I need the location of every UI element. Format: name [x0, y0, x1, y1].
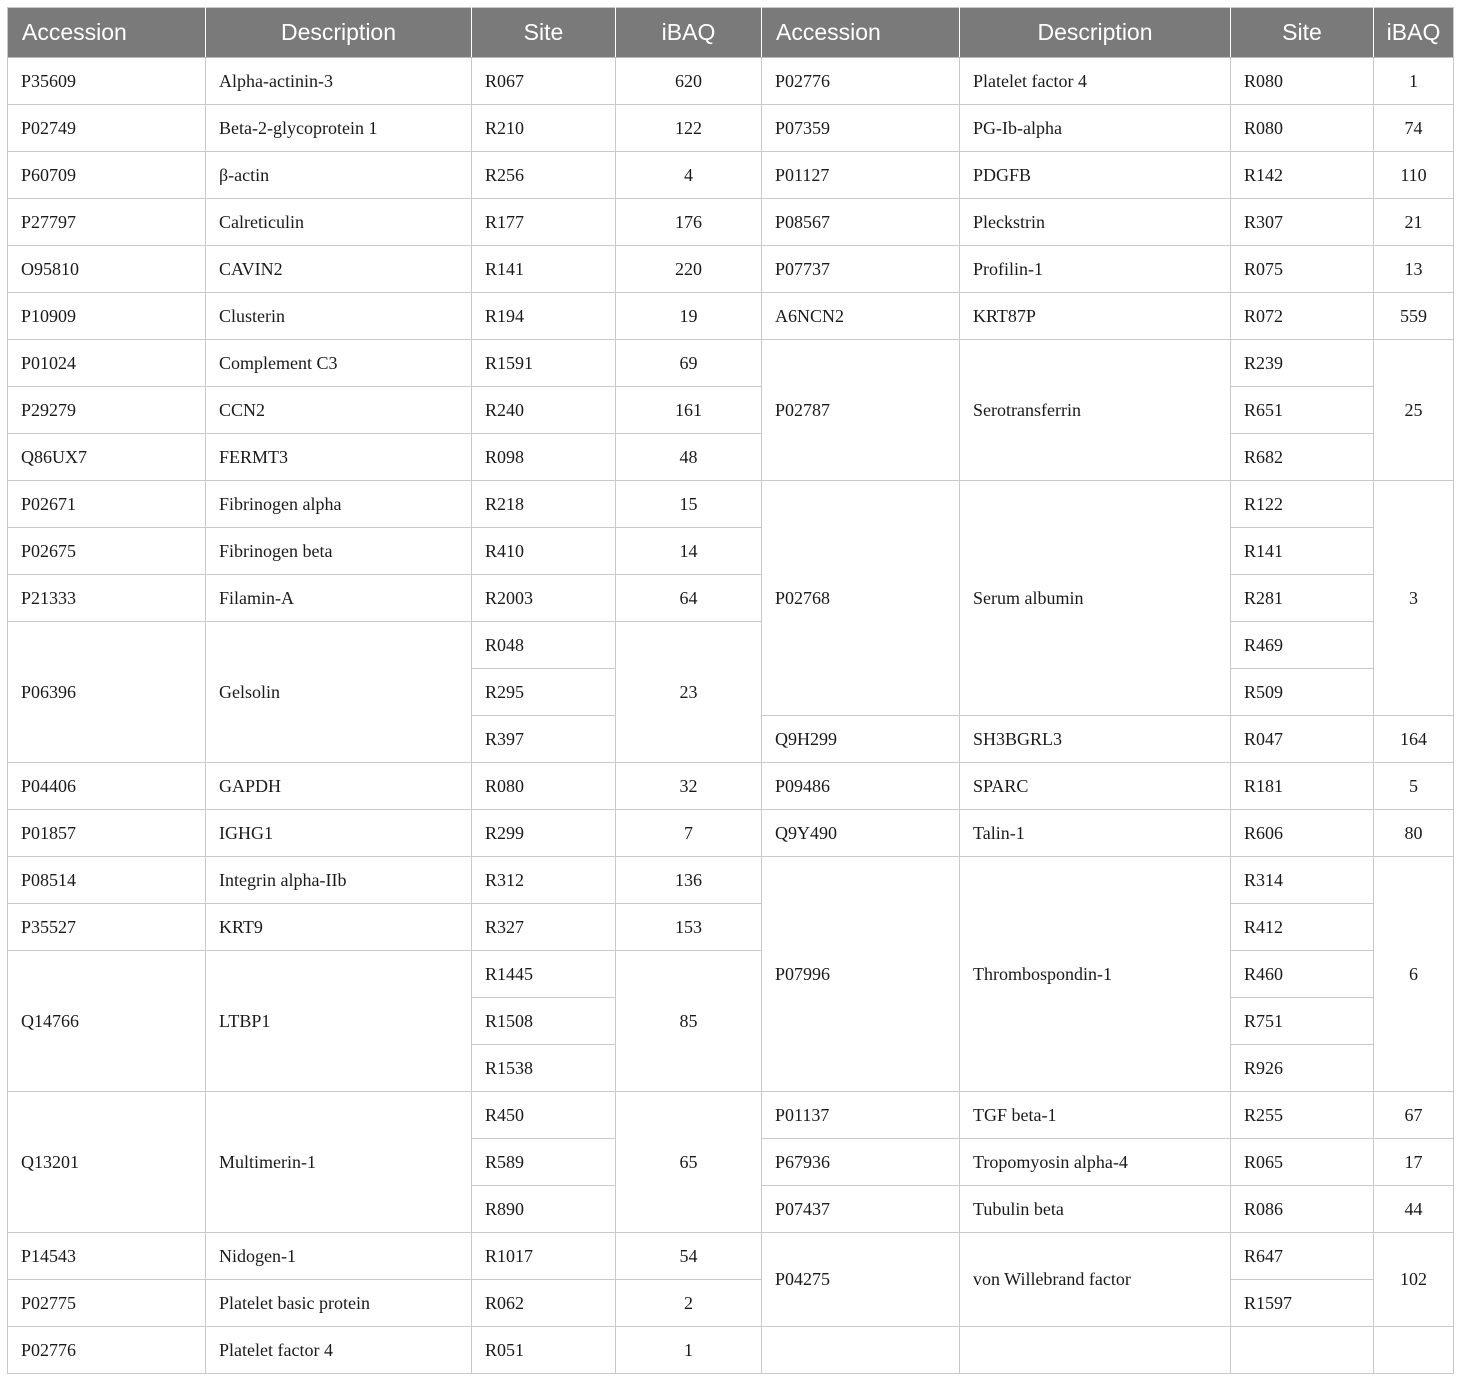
accession-cell: P14543	[8, 1233, 206, 1280]
ibaq-cell: 1	[616, 1327, 762, 1374]
ibaq-cell: 620	[616, 58, 762, 105]
site-cell: R2003	[472, 575, 616, 622]
site-cell: R450	[472, 1092, 616, 1139]
table-row	[8, 340, 1454, 387]
table-row	[8, 387, 1454, 434]
protein-site-table	[7, 7, 1454, 1374]
ibaq-cell: 14	[616, 528, 762, 575]
site-cell: R410	[472, 528, 616, 575]
accession-cell: P01137	[762, 1092, 960, 1139]
site-cell: R256	[472, 152, 616, 199]
ibaq-cell: 13	[1374, 246, 1454, 293]
header-description-2: Description	[960, 8, 1231, 58]
ibaq-cell: 69	[616, 340, 762, 387]
accession-cell: P07437	[762, 1186, 960, 1233]
accession-cell: P04406	[8, 763, 206, 810]
description-cell: Profilin-1	[960, 246, 1231, 293]
site-cell: R181	[1231, 763, 1374, 810]
ibaq-cell: 161	[616, 387, 762, 434]
description-cell: IGHG1	[206, 810, 472, 857]
table-row	[8, 1092, 1454, 1139]
description-cell: Clusterin	[206, 293, 472, 340]
accession-cell: P04275	[762, 1233, 960, 1327]
empty-accession-cell	[762, 1327, 960, 1374]
accession-cell: P02776	[8, 1327, 206, 1374]
ibaq-cell: 15	[616, 481, 762, 528]
table-row	[8, 58, 1454, 105]
site-cell: R751	[1231, 998, 1374, 1045]
header-site-2: Site	[1231, 8, 1374, 58]
description-cell: SPARC	[960, 763, 1231, 810]
ibaq-cell: 74	[1374, 105, 1454, 152]
site-cell: R295	[472, 669, 616, 716]
ibaq-cell: 21	[1374, 199, 1454, 246]
description-cell: Fibrinogen alpha	[206, 481, 472, 528]
accession-cell: P02775	[8, 1280, 206, 1327]
site-cell: R647	[1231, 1233, 1374, 1280]
ibaq-cell: 220	[616, 246, 762, 293]
accession-cell: P21333	[8, 575, 206, 622]
empty-site-cell	[1231, 1327, 1374, 1374]
site-cell: R682	[1231, 434, 1374, 481]
accession-cell: P27797	[8, 199, 206, 246]
header-ibaq: iBAQ	[616, 8, 762, 58]
site-cell: R1591	[472, 340, 616, 387]
description-cell: Complement C3	[206, 340, 472, 387]
site-cell: R080	[1231, 105, 1374, 152]
site-cell: R142	[1231, 152, 1374, 199]
site-cell: R412	[1231, 904, 1374, 951]
accession-cell: P02787	[762, 340, 960, 481]
table-row	[8, 293, 1454, 340]
table-row	[8, 481, 1454, 528]
table-row	[8, 904, 1454, 951]
site-cell: R080	[1231, 58, 1374, 105]
ibaq-cell: 19	[616, 293, 762, 340]
ibaq-cell: 164	[1374, 716, 1454, 763]
ibaq-cell: 5	[1374, 763, 1454, 810]
table-container	[7, 7, 1454, 1374]
site-cell: R890	[472, 1186, 616, 1233]
table-row	[8, 1233, 1454, 1280]
table-row	[8, 528, 1454, 575]
empty-description-cell	[960, 1327, 1231, 1374]
table-row	[8, 575, 1454, 622]
description-cell: Alpha-actinin-3	[206, 58, 472, 105]
ibaq-cell: 153	[616, 904, 762, 951]
accession-cell: P35527	[8, 904, 206, 951]
table-row	[8, 951, 1454, 998]
description-cell: LTBP1	[206, 951, 472, 1092]
site-cell: R1017	[472, 1233, 616, 1280]
site-cell: R307	[1231, 199, 1374, 246]
description-cell: Nidogen-1	[206, 1233, 472, 1280]
description-cell: CAVIN2	[206, 246, 472, 293]
accession-cell: P35609	[8, 58, 206, 105]
ibaq-cell: 559	[1374, 293, 1454, 340]
site-cell: R047	[1231, 716, 1374, 763]
site-cell: R048	[472, 622, 616, 669]
site-cell: R509	[1231, 669, 1374, 716]
accession-cell: P09486	[762, 763, 960, 810]
ibaq-cell: 80	[1374, 810, 1454, 857]
description-cell: Gelsolin	[206, 622, 472, 763]
site-cell: R1597	[1231, 1280, 1374, 1327]
accession-cell: P07737	[762, 246, 960, 293]
description-cell: Multimerin-1	[206, 1092, 472, 1233]
accession-cell: A6NCN2	[762, 293, 960, 340]
ibaq-cell: 44	[1374, 1186, 1454, 1233]
table-row	[8, 810, 1454, 857]
site-cell: R218	[472, 481, 616, 528]
description-cell: PDGFB	[960, 152, 1231, 199]
description-cell: Serotransferrin	[960, 340, 1231, 481]
site-cell: R141	[1231, 528, 1374, 575]
accession-cell: P02776	[762, 58, 960, 105]
site-cell: R397	[472, 716, 616, 763]
header-accession-2: Accession	[762, 8, 960, 58]
description-cell: β-actin	[206, 152, 472, 199]
ibaq-cell: 65	[616, 1092, 762, 1233]
description-cell: Platelet factor 4	[206, 1327, 472, 1374]
site-cell: R051	[472, 1327, 616, 1374]
description-cell: Fibrinogen beta	[206, 528, 472, 575]
table-body	[8, 58, 1454, 1374]
site-cell: R589	[472, 1139, 616, 1186]
ibaq-cell: 110	[1374, 152, 1454, 199]
accession-cell: P02671	[8, 481, 206, 528]
site-cell: R460	[1231, 951, 1374, 998]
table-row	[8, 1327, 1454, 1374]
site-cell: R067	[472, 58, 616, 105]
accession-cell: Q9Y490	[762, 810, 960, 857]
accession-cell: O95810	[8, 246, 206, 293]
description-cell: Platelet factor 4	[960, 58, 1231, 105]
ibaq-cell: 7	[616, 810, 762, 857]
ibaq-cell: 48	[616, 434, 762, 481]
site-cell: R062	[472, 1280, 616, 1327]
description-cell: Tubulin beta	[960, 1186, 1231, 1233]
table-row	[8, 1280, 1454, 1327]
description-cell: TGF beta-1	[960, 1092, 1231, 1139]
ibaq-cell: 2	[616, 1280, 762, 1327]
table-row	[8, 763, 1454, 810]
accession-cell: P02768	[762, 481, 960, 716]
site-cell: R1538	[472, 1045, 616, 1092]
header-site: Site	[472, 8, 616, 58]
table-row	[8, 105, 1454, 152]
ibaq-cell: 23	[616, 622, 762, 763]
ibaq-cell: 176	[616, 199, 762, 246]
site-cell: R299	[472, 810, 616, 857]
header-row	[8, 8, 1454, 58]
site-cell: R080	[472, 763, 616, 810]
table-row	[8, 246, 1454, 293]
site-cell: R240	[472, 387, 616, 434]
ibaq-cell: 6	[1374, 857, 1454, 1092]
site-cell: R210	[472, 105, 616, 152]
accession-cell: Q9H299	[762, 716, 960, 763]
description-cell: KRT9	[206, 904, 472, 951]
table-row	[8, 857, 1454, 904]
description-cell: Beta-2-glycoprotein 1	[206, 105, 472, 152]
description-cell: SH3BGRL3	[960, 716, 1231, 763]
site-cell: R255	[1231, 1092, 1374, 1139]
site-cell: R098	[472, 434, 616, 481]
accession-cell: P08567	[762, 199, 960, 246]
description-cell: Filamin-A	[206, 575, 472, 622]
description-cell: Thrombospondin-1	[960, 857, 1231, 1092]
ibaq-cell: 67	[1374, 1092, 1454, 1139]
description-cell: CCN2	[206, 387, 472, 434]
accession-cell: P02749	[8, 105, 206, 152]
accession-cell: P67936	[762, 1139, 960, 1186]
accession-cell: P01024	[8, 340, 206, 387]
ibaq-cell: 3	[1374, 481, 1454, 716]
accession-cell: P10909	[8, 293, 206, 340]
ibaq-cell: 122	[616, 105, 762, 152]
description-cell: Serum albumin	[960, 481, 1231, 716]
accession-cell: P02675	[8, 528, 206, 575]
ibaq-cell: 17	[1374, 1139, 1454, 1186]
accession-cell: Q86UX7	[8, 434, 206, 481]
header-description: Description	[206, 8, 472, 58]
empty-ibaq-cell	[1374, 1327, 1454, 1374]
ibaq-cell: 32	[616, 763, 762, 810]
description-cell: GAPDH	[206, 763, 472, 810]
site-cell: R314	[1231, 857, 1374, 904]
accession-cell: P60709	[8, 152, 206, 199]
site-cell: R141	[472, 246, 616, 293]
table-row	[8, 434, 1454, 481]
accession-cell: P29279	[8, 387, 206, 434]
site-cell: R281	[1231, 575, 1374, 622]
description-cell: von Willebrand factor	[960, 1233, 1231, 1327]
description-cell: Pleckstrin	[960, 199, 1231, 246]
accession-cell: Q14766	[8, 951, 206, 1092]
site-cell: R065	[1231, 1139, 1374, 1186]
description-cell: FERMT3	[206, 434, 472, 481]
accession-cell: P07359	[762, 105, 960, 152]
site-cell: R1445	[472, 951, 616, 998]
accession-cell: P07996	[762, 857, 960, 1092]
table-row	[8, 152, 1454, 199]
site-cell: R194	[472, 293, 616, 340]
site-cell: R177	[472, 199, 616, 246]
site-cell: R469	[1231, 622, 1374, 669]
ibaq-cell: 102	[1374, 1233, 1454, 1327]
accession-cell: P08514	[8, 857, 206, 904]
site-cell: R327	[472, 904, 616, 951]
ibaq-cell: 54	[616, 1233, 762, 1280]
site-cell: R1508	[472, 998, 616, 1045]
description-cell: Tropomyosin alpha-4	[960, 1139, 1231, 1186]
site-cell: R651	[1231, 387, 1374, 434]
ibaq-cell: 136	[616, 857, 762, 904]
site-cell: R926	[1231, 1045, 1374, 1092]
ibaq-cell: 4	[616, 152, 762, 199]
accession-cell: P01857	[8, 810, 206, 857]
table-row	[8, 622, 1454, 669]
ibaq-cell: 64	[616, 575, 762, 622]
site-cell: R122	[1231, 481, 1374, 528]
accession-cell: P06396	[8, 622, 206, 763]
site-cell: R086	[1231, 1186, 1374, 1233]
site-cell: R239	[1231, 340, 1374, 387]
accession-cell: P01127	[762, 152, 960, 199]
accession-cell: Q13201	[8, 1092, 206, 1233]
ibaq-cell: 25	[1374, 340, 1454, 481]
site-cell: R606	[1231, 810, 1374, 857]
site-cell: R075	[1231, 246, 1374, 293]
header-accession: Accession	[8, 8, 206, 58]
description-cell: KRT87P	[960, 293, 1231, 340]
table-row	[8, 199, 1454, 246]
site-cell: R312	[472, 857, 616, 904]
ibaq-cell: 1	[1374, 58, 1454, 105]
description-cell: Talin-1	[960, 810, 1231, 857]
site-cell: R072	[1231, 293, 1374, 340]
description-cell: Calreticulin	[206, 199, 472, 246]
description-cell: PG-Ib-alpha	[960, 105, 1231, 152]
ibaq-cell: 85	[616, 951, 762, 1092]
description-cell: Integrin alpha-IIb	[206, 857, 472, 904]
header-ibaq-2: iBAQ	[1374, 8, 1454, 58]
description-cell: Platelet basic protein	[206, 1280, 472, 1327]
